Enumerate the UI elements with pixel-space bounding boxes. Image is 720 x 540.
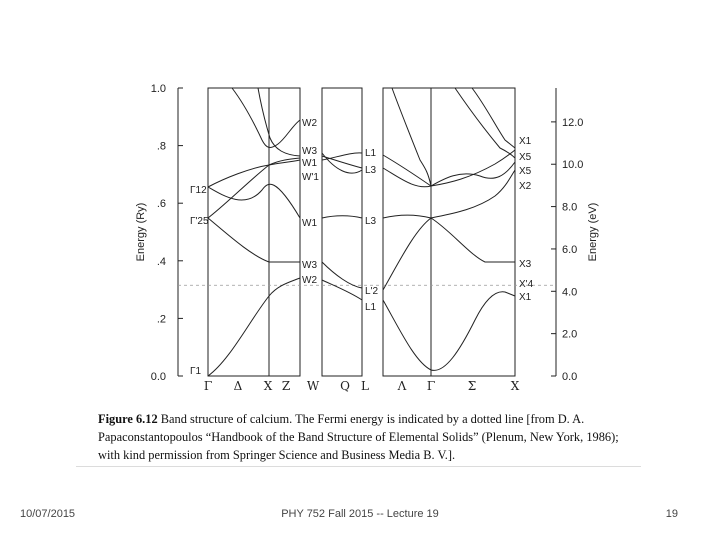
right-tick-label: 2.0 [562,328,578,341]
band-top-descending [232,88,300,147]
xtick-gamma-mid: Γ [426,379,436,393]
label-w3-top: W3 [302,146,317,157]
band-l3-upper [383,150,515,187]
left-axis-label: Energy (Ry) [135,202,147,262]
label-l2prime: L'2 [365,286,379,297]
right-axis-label: Energy (eV) [587,202,599,262]
xtick-lambda: Λ [397,379,407,393]
xtick-sigma: Σ [467,379,477,393]
band-gamma12-upper [208,160,300,187]
left-tick-label: 1.0 [150,83,166,95]
band-top-right-ascent [472,88,515,148]
band-l1-gamma1 [383,292,515,371]
band-w2-l1 [322,280,362,300]
label-x4prime: X'4 [519,279,534,290]
label-w1-mid: W1 [302,218,317,229]
label-w1prime: W'1 [302,172,319,183]
band-w1prime [322,153,362,160]
xtick-z: Z [281,379,291,393]
label-l1-top: L1 [365,148,377,159]
band-gamma25-middle [208,158,300,218]
band-gamma25-lower [208,218,300,262]
right-tick-label: 4.0 [562,286,578,299]
footer-date: 10/07/2015 [20,508,76,520]
band-gamma1-curve [208,278,300,376]
x-tick-labels [204,379,520,393]
label-l3-mid: L3 [365,216,377,227]
left-tick-label: .6 [156,198,166,211]
right-tick-label: 8.0 [562,201,578,214]
caption-divider [76,466,641,467]
left-tick-label: 0.0 [150,371,166,383]
xtick-delta: Δ [233,379,243,393]
panel-gamma-x [208,88,300,376]
xtick-x-right: X [510,379,520,393]
right-tick-label: 10.0 [562,159,584,172]
right-tick-label: 12.0 [562,116,584,129]
xtick-q: Q [340,379,350,393]
bands-panel-2 [322,153,362,300]
label-l3-top: L3 [365,165,377,176]
bands-panel-1 [208,88,300,376]
band-w1-upper [322,156,362,168]
caption-label: Figure 6.12 [98,412,158,426]
label-l1-low: L1 [365,302,377,313]
panel-frames [208,88,515,376]
xtick-w: W [306,379,320,393]
xtick-x: X [263,379,273,393]
xtick-l: L [361,379,369,393]
caption-text: Band structure of calcium. The Fermi energy is indicated by a dotted line [from D. A. Papaconstantopoulos “Handbook of the Band Structure of Elemental Solids” (Plenum, New York, 1986); with kind permission from Springer Science and Business Media B. V.]. [98,412,619,462]
panel-w-l [322,88,362,376]
band-top-steep [258,88,300,156]
label-gamma12: Γ12 [190,185,207,196]
label-gamma1: Γ1 [190,366,202,377]
label-x1-top: X1 [519,136,532,147]
band-l2-gamma25 [383,218,515,290]
label-w2-low: W2 [302,275,317,286]
label-w1-top: W1 [302,158,317,169]
left-tick-label: .4 [156,255,166,268]
band-top-left-descent [392,88,431,186]
right-tick-label: 0.0 [562,371,578,383]
label-w3-low: W3 [302,260,317,271]
band-w3-l2 [322,262,362,288]
band-w1-l3 [322,216,362,218]
label-gamma25: Γ'25 [190,216,209,227]
xtick-gamma-left: Γ [203,379,213,393]
label-x1-low: X1 [519,292,532,303]
label-x3: X3 [519,259,532,270]
label-w2-top: W2 [302,118,317,129]
bands-panel-3 [383,88,515,370]
right-tick-label: 6.0 [562,243,578,256]
label-x5-b: X5 [519,166,532,177]
band-top-right-descent [455,88,515,158]
band-l1-upper [383,155,515,186]
left-tick-label: .8 [156,140,166,153]
label-x2: X2 [519,181,532,192]
figure-caption [98,410,638,464]
band-gamma12-lower [208,184,300,218]
left-tick-label: .2 [156,313,166,326]
label-x5-a: X5 [519,152,532,163]
footer-title: PHY 752 Fall 2015 -- Lecture 19 [281,508,439,520]
footer-page-number: 19 [665,508,678,520]
